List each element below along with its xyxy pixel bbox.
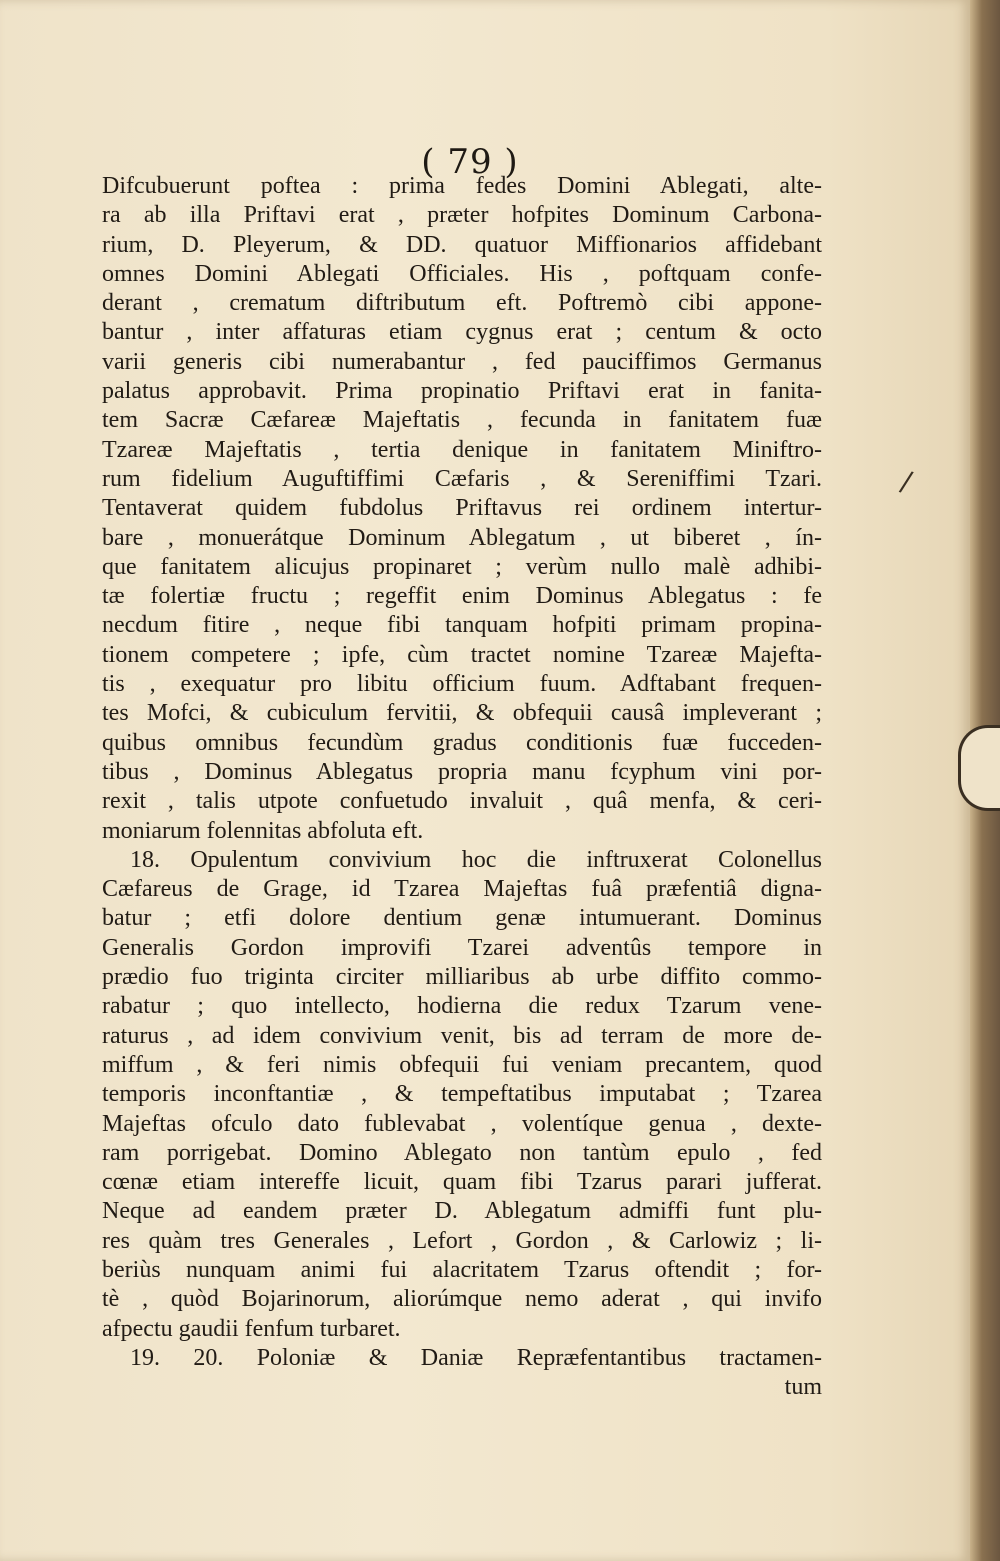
body-text [102,172,822,1402]
text-line: rum fidelium Auguftiffimi Cæfaris , & Sereniffimi Tzari. [102,465,822,492]
text-line: Generalis Gordon improvifi Tzarei adventûs tempore in [102,934,822,961]
text-line: res quàm tres Generales , Lefort , Gordon , & Carlowiz ; li- [102,1227,822,1254]
text-line: miffum , & feri nimis obfequii fui veniam precantem, quod [102,1051,822,1078]
thumb-index-tab [958,725,1000,811]
text-line: tes Mofci, & cubiculum fervitii, & obfequii causâ impleverant ; [102,700,822,727]
text-line: prædio fuo triginta circiter milliaribus ab urbe diffito commo- [102,964,822,991]
page-number-header: ( 79 ) [421,142,519,182]
text-line: tè , quòd Bojarinorum, aliorúmque nemo aderat , qui invifo [102,1286,822,1313]
text-line: afpectu gaudii fenfum turbaret. [102,1315,401,1342]
text-line: tæ folertiæ fructu ; regeffit enim Dominus Ablegatus : fe [102,583,822,610]
text-line: ram porrigebat. Domino Ablegato non tantùm epulo , fed [102,1139,822,1166]
margin-ink-mark: / [897,464,916,499]
text-line: beriùs nunquam animi fui alacritatem Tzarus oftendit ; for- [102,1256,822,1283]
text-line: rabatur ; quo intellecto, hodierna die redux Tzarum vene- [102,993,822,1020]
text-line: que fanitatem alicujus propinaret ; verùm nullo malè adhibi- [102,553,822,580]
text-line: tionem competere ; ipfe, cùm tractet nomine Tzareæ Majefta- [102,641,822,668]
text-line: batur ; etfi dolore dentium genæ intumuerant. Dominus [102,905,822,932]
catchword: tum [784,1374,822,1401]
text-line: derant , crematum diftributum eft. Poftremò cibi appone- [102,290,822,317]
text-line: tem Sacræ Cæfareæ Majeftatis , fecunda in fanitatem fuæ [102,407,822,434]
text-line: omnes Domini Ablegati Officiales. His , poftquam confe- [102,260,822,287]
text-line: cœnæ etiam intereffe licuit, quam fibi Tzarus parari jufferat. [102,1169,822,1196]
text-line: Tzareæ Majeftatis , tertia denique in fanitatem Miniftro- [102,436,822,463]
text-line: 19. 20. Poloniæ & Daniæ Repræfentantibus tractamen- [130,1344,822,1371]
text-line: quibus omnibus fecundùm gradus conditionis fuæ fucceden- [102,729,822,756]
text-line: Difcubuerunt poftea : prima fedes Domini Ablegati, alte- [102,173,822,199]
text-line: 18. Opulentum convivium hoc die inftruxerat Colonellus [130,846,822,873]
text-line: ra ab illa Priftavi erat , præter hofpites Dominum Carbona- [102,202,822,229]
text-line: bare , monuerátque Dominum Ablegatum , ut biberet , ín- [102,524,822,551]
text-line: Tentaverat quidem fubdolus Priftavus rei ordinem intertur- [102,495,822,522]
text-line: Neque ad eandem præter D. Ablegatum admiffi funt plu- [102,1198,822,1225]
text-line: raturus , ad idem convivium venit, bis ad terram de more de- [102,1022,822,1049]
text-line: moniarum folennitas abfoluta eft. [102,817,424,844]
text-line: Majeftas ofculo dato fublevabat , volentíque genua , dexte- [102,1110,822,1137]
text-line: temporis inconftantiæ , & tempeftatibus imputabat ; Tzarea [102,1081,822,1108]
text-line: rium, D. Pleyerum, & DD. quatuor Miffionarios affidebant [102,231,822,258]
text-line: bantur , inter affaturas etiam cygnus erat ; centum & octo [102,319,822,346]
text-line: tis , exequatur pro libitu officium fuum. Adftabant frequen- [102,671,822,698]
text-line: varii generis cibi numerabantur , fed pauciffimos Germanus [102,348,822,375]
text-line: rexit , talis utpote confuetudo invaluit , quâ menfa, & ceri- [102,788,822,815]
text-line: necdum fitire , neque fibi tanquam hofpiti primam propina- [102,612,822,639]
text-line: tibus , Dominus Ablegatus propria manu fcyphum vini por- [102,758,822,785]
text-line: Cæfareus de Grage, id Tzarea Majeftas fuâ præfentiâ digna- [102,876,822,903]
text-line: palatus approbavit. Prima propinatio Priftavi erat in fanita- [102,378,822,405]
